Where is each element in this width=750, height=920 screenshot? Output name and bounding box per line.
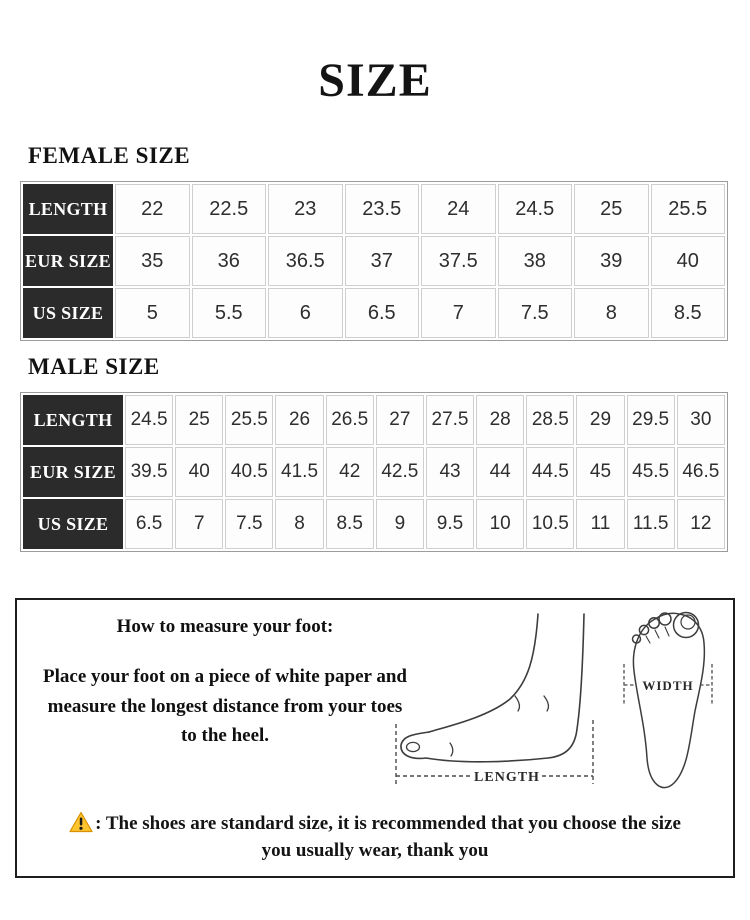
row-label-us-size: US SIZE bbox=[23, 288, 113, 338]
size-cell: 39 bbox=[574, 236, 649, 286]
size-cell: 37.5 bbox=[421, 236, 496, 286]
standard-size-note bbox=[65, 811, 685, 864]
size-cell: 40 bbox=[175, 447, 223, 497]
female-eur-row bbox=[23, 236, 725, 286]
size-cell: 7 bbox=[421, 288, 496, 338]
size-cell: 41.5 bbox=[275, 447, 323, 497]
size-cell: 43 bbox=[426, 447, 474, 497]
measure-instructions-box bbox=[15, 598, 735, 878]
size-cell: 44 bbox=[476, 447, 524, 497]
size-cell: 22.5 bbox=[192, 184, 267, 234]
size-cell: 37 bbox=[345, 236, 420, 286]
size-cell: 28.5 bbox=[526, 395, 574, 445]
row-label-eur-size: EUR SIZE bbox=[23, 236, 113, 286]
row-label-us-size: US SIZE bbox=[23, 499, 123, 549]
measure-heading: How to measure your foot: bbox=[116, 616, 334, 638]
size-cell: 39.5 bbox=[125, 447, 173, 497]
size-cell: 22 bbox=[115, 184, 190, 234]
measure-instructions: Place your foot on a piece of white paper and measure the longest distance from your toes to the heel. bbox=[43, 666, 407, 747]
size-cell: 46.5 bbox=[677, 447, 725, 497]
size-cell: 5.5 bbox=[192, 288, 267, 338]
size-cell: 7.5 bbox=[498, 288, 573, 338]
size-cell: 24 bbox=[421, 184, 496, 234]
size-cell: 25 bbox=[175, 395, 223, 445]
size-cell: 9 bbox=[376, 499, 424, 549]
size-cell: 10 bbox=[476, 499, 524, 549]
row-label-length: LENGTH bbox=[23, 395, 123, 445]
size-cell: 44.5 bbox=[526, 447, 574, 497]
size-cell: 7 bbox=[175, 499, 223, 549]
size-cell: 25.5 bbox=[225, 395, 273, 445]
size-cell: 10.5 bbox=[526, 499, 574, 549]
size-cell: 42.5 bbox=[376, 447, 424, 497]
size-cell: 26.5 bbox=[326, 395, 374, 445]
foot-side-view-icon bbox=[387, 606, 613, 792]
size-cell: 29.5 bbox=[627, 395, 675, 445]
size-cell: 8 bbox=[275, 499, 323, 549]
size-cell: 26 bbox=[275, 395, 323, 445]
size-cell: 11.5 bbox=[627, 499, 675, 549]
female-size-table bbox=[20, 181, 728, 341]
size-cell: 9.5 bbox=[426, 499, 474, 549]
size-cell: 29 bbox=[576, 395, 624, 445]
width-label: WIDTH bbox=[642, 678, 694, 694]
measure-text-block bbox=[39, 616, 411, 750]
size-cell: 6 bbox=[268, 288, 343, 338]
foot-sole-view-icon bbox=[619, 606, 719, 804]
male-size-table bbox=[20, 392, 728, 552]
size-cell: 35 bbox=[115, 236, 190, 286]
size-cell: 30 bbox=[677, 395, 725, 445]
size-cell: 24.5 bbox=[498, 184, 573, 234]
size-cell: 23.5 bbox=[345, 184, 420, 234]
length-label: LENGTH bbox=[474, 770, 540, 786]
size-cell: 8 bbox=[574, 288, 649, 338]
female-us-row bbox=[23, 288, 725, 338]
row-label-eur-size: EUR SIZE bbox=[23, 447, 123, 497]
size-cell: 7.5 bbox=[225, 499, 273, 549]
male-us-row bbox=[23, 499, 725, 549]
size-cell: 45 bbox=[576, 447, 624, 497]
female-size-heading: FEMALE SIZE bbox=[28, 143, 191, 169]
row-label-length: LENGTH bbox=[23, 184, 113, 234]
size-cell: 40.5 bbox=[225, 447, 273, 497]
size-cell: 36 bbox=[192, 236, 267, 286]
size-cell: 40 bbox=[651, 236, 726, 286]
warning-icon bbox=[69, 811, 93, 833]
size-cell: 25 bbox=[574, 184, 649, 234]
male-length-row bbox=[23, 395, 725, 445]
size-cell: 23 bbox=[268, 184, 343, 234]
size-cell: 11 bbox=[576, 499, 624, 549]
size-cell: 8.5 bbox=[326, 499, 374, 549]
male-eur-row bbox=[23, 447, 725, 497]
size-cell: 27 bbox=[376, 395, 424, 445]
size-cell: 45.5 bbox=[627, 447, 675, 497]
size-cell: 12 bbox=[677, 499, 725, 549]
size-cell: 6.5 bbox=[125, 499, 173, 549]
note-text: : The shoes are standard size, it is recommended that you choose the size you usually wear, thank you bbox=[95, 813, 681, 861]
size-cell: 24.5 bbox=[125, 395, 173, 445]
page-title: SIZE bbox=[318, 54, 432, 107]
size-cell: 27.5 bbox=[426, 395, 474, 445]
size-cell: 36.5 bbox=[268, 236, 343, 286]
size-cell: 42 bbox=[326, 447, 374, 497]
female-length-row bbox=[23, 184, 725, 234]
foot-measurement-diagram bbox=[387, 606, 719, 804]
male-size-heading: MALE SIZE bbox=[28, 354, 160, 380]
size-cell: 8.5 bbox=[651, 288, 726, 338]
size-cell: 28 bbox=[476, 395, 524, 445]
size-cell: 5 bbox=[115, 288, 190, 338]
size-cell: 38 bbox=[498, 236, 573, 286]
size-cell: 6.5 bbox=[345, 288, 420, 338]
size-cell: 25.5 bbox=[651, 184, 726, 234]
